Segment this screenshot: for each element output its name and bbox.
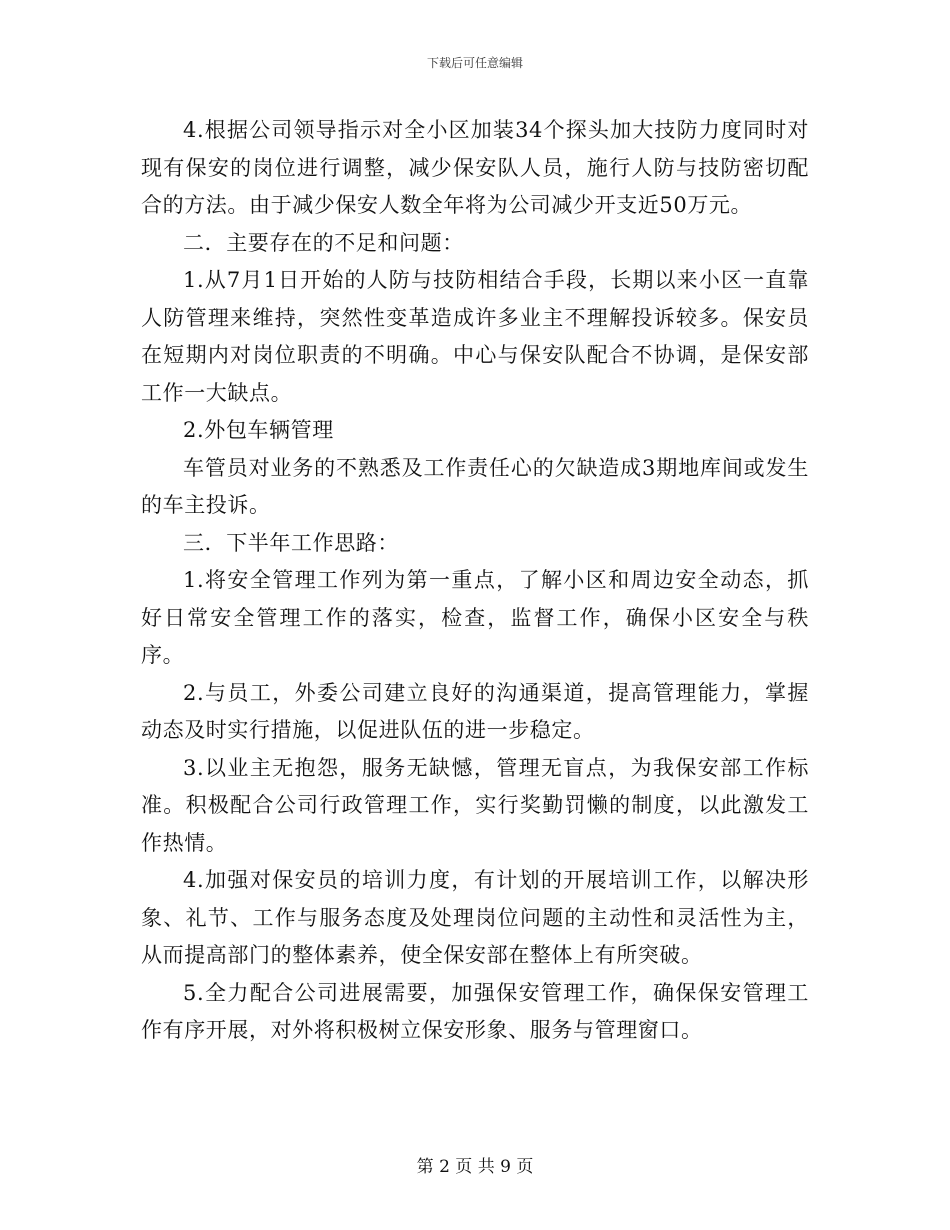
page-header: 下载后可任意编辑: [426, 56, 523, 70]
document-body: [141, 112, 809, 1050]
paragraph-9: 3.以业主无抱怨，服务无缺憾，管理无盲点，为我保安部工作标准。积极配合公司行政管理工作，实行奖勤罚懒的制度，以此激发工作热情。: [141, 755, 809, 855]
page-number: 第 2 页 共 9 页: [416, 1157, 534, 1177]
paragraph-1: 4.根据公司领导指示对全小区加装34个探头加大技防力度同时对现有保安的岗位进行调整，减少保安队人员，施行人防与技防密切配合的方法。由于减少保安人数全年将为公司减少开支近50万元。: [141, 118, 809, 217]
subheading-4: 2.外包车辆管理: [183, 418, 334, 442]
paragraph-10: 4.加强对保安员的培训力度，有计划的开展培训工作，以解决形象、礼节、工作与服务态度及处理岗位问题的主动性和灵活性为主，从而提高部门的整体素养，使全保安部在整体上有所突破。: [141, 868, 809, 967]
paragraph-8: 2.与员工，外委公司建立良好的沟通渠道，提高管理能力，掌握动态及时实行措施，以促进队伍的进一步稳定。: [141, 680, 809, 742]
paragraph-7: 1.将安全管理工作列为第一重点，了解小区和周边安全动态，抓好日常安全管理工作的落实，检查，监督工作，确保小区安全与秩序。: [141, 568, 809, 667]
section-heading-2: 二．主要存在的不足和问题：: [183, 230, 464, 255]
paragraph-11: 5.全力配合公司进展需要，加强保安管理工作，确保保安管理工作有序开展，对外将积极树立保安形象、服务与管理窗口。: [141, 980, 809, 1042]
section-heading-6: 三．下半年工作思路：: [183, 530, 399, 555]
paragraph-5: 车管员对业务的不熟悉及工作责任心的欠缺造成3期地库间或发生的车主投诉。: [141, 455, 809, 517]
paragraph-3: 1.从7月1日开始的人防与技防相结合手段，长期以来小区一直靠人防管理来维持，突然性变革造成许多业主不理解投诉较多。保安员在短期内对岗位职责的不明确。中心与保安队配合不协调，是保安部工作一大缺点。: [141, 268, 809, 405]
